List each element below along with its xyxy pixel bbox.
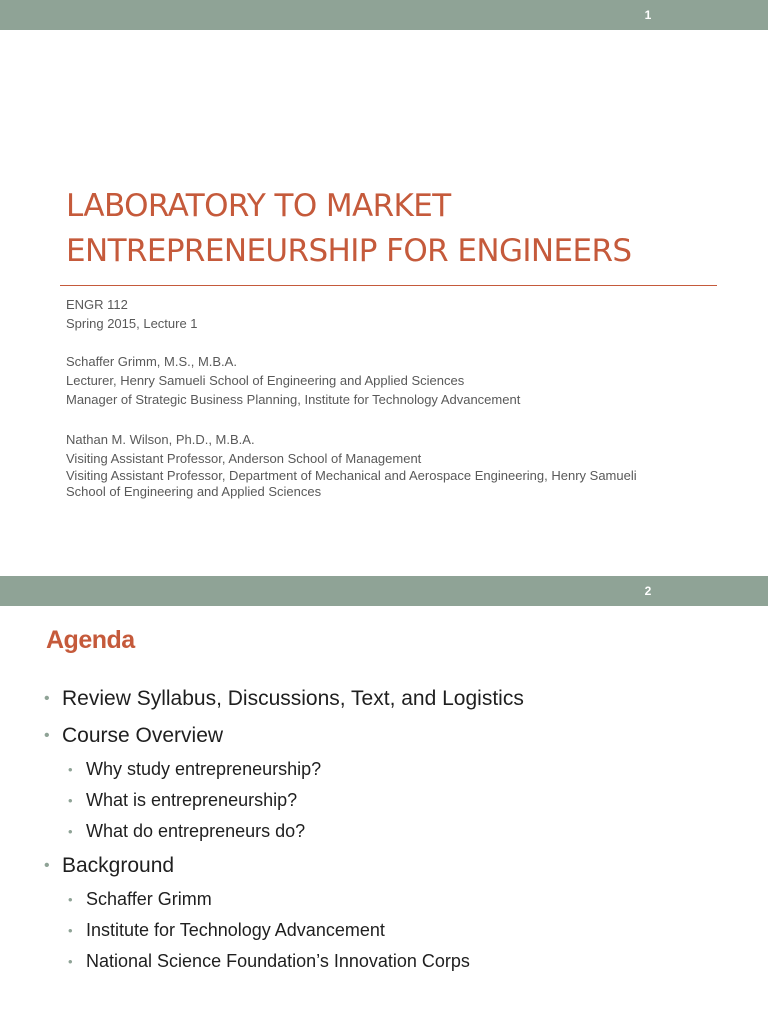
title-line-1: LABORATORY TO MARKET	[66, 188, 451, 224]
agenda-subitem	[68, 754, 744, 785]
title-line-2: ENTREPRENEURSHIP FOR ENGINEERS	[66, 233, 632, 269]
instructor-2	[66, 430, 726, 500]
bullet-icon: •	[68, 923, 73, 938]
agenda-subitem	[68, 946, 744, 977]
slide-header-bar	[0, 0, 768, 30]
agenda-subitem-text: Institute for Technology Advancement	[86, 920, 385, 940]
agenda-item-text: Review Syllabus, Discussions, Text, and Logistics	[62, 687, 524, 710]
agenda-title: Agenda	[46, 626, 135, 654]
agenda-sublist	[62, 754, 744, 847]
agenda-subitem-text: Schaffer Grimm	[86, 889, 212, 909]
instructor-role: School of Engineering and Applied Sciences	[66, 484, 322, 499]
bullet-icon: •	[68, 793, 73, 808]
instructor-role: Visiting Assistant Professor, Department of Mechanical and Aerospace Engineering, Henry Samueli	[66, 468, 637, 483]
agenda-subitem-text: National Science Foundation’s Innovation Corps	[86, 951, 470, 971]
bullet-icon: •	[68, 824, 73, 839]
agenda-subitem	[68, 785, 744, 816]
bullet-icon: •	[68, 954, 73, 969]
agenda-subitem	[68, 884, 744, 915]
agenda-subitem	[68, 816, 744, 847]
title-divider	[60, 285, 717, 286]
instructor-1	[66, 352, 726, 409]
agenda-sublist	[62, 884, 744, 977]
slide-2	[0, 576, 768, 1024]
bullet-icon: •	[44, 690, 50, 707]
instructor-role: Lecturer, Henry Samueli School of Engineering and Applied Sciences	[66, 373, 465, 388]
instructor-name: Schaffer Grimm, M.S., M.B.A.	[66, 354, 237, 369]
course-info	[66, 295, 726, 333]
agenda-item-text: Background	[62, 854, 175, 877]
course-term: Spring 2015, Lecture 1	[66, 316, 198, 331]
agenda-subitem-text: What do entrepreneurs do?	[86, 821, 306, 841]
slide-number: 1	[644, 8, 652, 22]
bullet-icon: •	[44, 727, 50, 744]
instructor-name: Nathan M. Wilson, Ph.D., M.B.A.	[66, 432, 255, 447]
instructor-role: Visiting Assistant Professor, Anderson School of Management	[66, 451, 422, 466]
slide-title	[66, 184, 746, 274]
slide-number: 2	[644, 584, 652, 598]
agenda-item-text: Course Overview	[62, 724, 224, 747]
bullet-icon: •	[68, 762, 73, 777]
agenda-item	[44, 847, 744, 977]
agenda-subitem	[68, 915, 744, 946]
agenda-subitem-text: What is entrepreneurship?	[86, 790, 298, 810]
agenda-list	[44, 680, 744, 977]
agenda-item	[44, 717, 744, 847]
instructor-role: Manager of Strategic Business Planning, Institute for Technology Advancement	[66, 392, 521, 407]
course-code: ENGR 112	[66, 297, 128, 312]
agenda-item	[44, 680, 744, 717]
bullet-icon: •	[68, 892, 73, 907]
slide-header-bar	[0, 576, 768, 606]
agenda-subitem-text: Why study entrepreneurship?	[86, 759, 322, 779]
bullet-icon: •	[44, 857, 50, 874]
